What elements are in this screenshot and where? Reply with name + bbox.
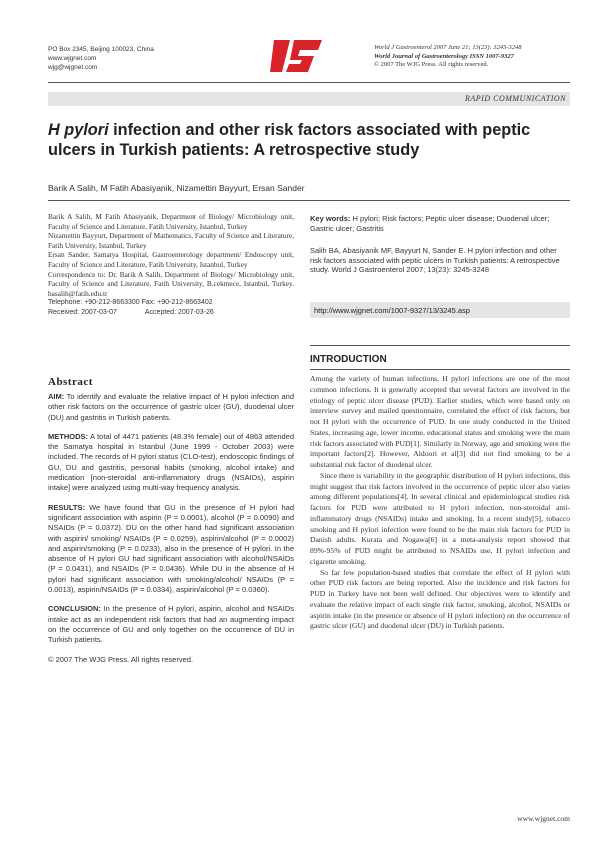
intro-heading-rule bbox=[310, 369, 570, 370]
affiliations-block bbox=[48, 212, 294, 318]
introduction-heading: INTRODUCTION bbox=[310, 354, 387, 365]
keywords-label: Key words: bbox=[310, 214, 351, 223]
abstract-aim bbox=[48, 392, 294, 423]
title-organism: H pylori bbox=[48, 121, 109, 139]
correspondence: Correspondence to: Dr. Barik A Salih, Department of Biology/ Microbiology unit, Faculty of Science and Literature, Fatih University, B.cekmece, Istanbul, Turkey. basalih@fatih.edu.tr bbox=[48, 269, 294, 298]
section-label: RAPID COMMUNICATION bbox=[465, 94, 566, 103]
article-url-box bbox=[310, 302, 570, 318]
keywords-list: H pylori; Risk factors; Peptic ulcer disease; Duodenal ulcer; Gastric ulcer; Gastritis bbox=[310, 214, 550, 233]
results-text: We have found that GU in the presence of H pylori had significant association with aspirin (P = 0.0001), alcohol (P = 0.0090) and NSAIDs (P = 0.0372). DU on the other hand had significant association with aspirin/ smoking/ NSAIDs (P = 0.0259), aspirin/alcohol (P = 0.0002) and aspirin/smoking (P = 0.0233), also in the presence of H pylori. In the absence of H pylori GU had significant association with alcohol/NSAIDs (P = 0.0431), and NSAIDs (P = 0.0436). While DU in the absence of H pylori had significant association with smoking/alcohol/ NSAIDs (P = 0.0013), aspirin/NSAIDs (P = 0.0334), aspirin/alcohol (P = 0.0360). bbox=[48, 502, 294, 595]
section-banner bbox=[48, 92, 570, 106]
conclusion-label: CONCLUSION: bbox=[48, 604, 101, 614]
results-label: RESULTS: bbox=[48, 502, 85, 512]
methods-text: A total of 4471 patients (48.3% female) out of 4863 attended the Samatya hospital in Istanbul (June 1999 - October 2003) were included. The records of H pylori status (CLO-test), endoscopic findings of GU, DU and gastritis, personal habits (smoking, alcohol intake) and medication [non-steroidal anti-inflammatory drugs (NSAIDs), aspirin intake] were analyzed using multi-way frequency analysis. bbox=[48, 431, 294, 493]
abstract-copyright: © 2007 The WJG Press. All rights reserved. bbox=[48, 654, 194, 664]
dates bbox=[48, 308, 294, 318]
article-title bbox=[48, 120, 570, 160]
title-text: infection and other risk factors associated with peptic ulcers in Turkish patients: A retrospective study bbox=[48, 121, 531, 159]
abstract-conclusion bbox=[48, 604, 294, 645]
methods-label: METHODS: bbox=[48, 431, 88, 441]
keywords bbox=[310, 214, 570, 233]
intro-top-rule bbox=[310, 345, 570, 346]
telephone-fax: Telephone: +90-212-8663300 Fax: +90-212-8663402 bbox=[48, 299, 213, 307]
publisher-email[interactable]: wjg@wjgnet.com bbox=[48, 64, 98, 71]
intro-paragraph: Among the variety of human infections, H pylori infections are one of the most common infections. It is generally accepted that several factors are involved in the etiology of peptic ulcer disease (PUD). Earlier studies, which were based only on interview survey and mailed questionnaire, correlated the effect of risk factors, but not H pylori with the occurrence of PUD. In one study conducted in the United States, increasing age, lower income, educational status and smoking were the main risk factors associated with PUD[1]. Similarly in Norway, age and smoking were the important factors[2]. However, Aldoori et al[3] did not find smoking to be a substantial risk factor of duodenal ulcer. bbox=[310, 374, 570, 469]
affiliation-item: Ersan Sander, Samatya Hospital, Gastroenterology department/ Endoscopy unit, Faculty of Science and Literature, Fatih University, Istanbul, Turkey bbox=[48, 250, 294, 269]
publisher-contact bbox=[48, 45, 208, 72]
title-rule bbox=[48, 200, 570, 201]
abstract-heading: Abstract bbox=[48, 376, 93, 388]
citation: Salih BA, Abasiyanik MF, Bayyurt N, Sander E. H pylori infection and other risk factors associated with peptic ulcers in Turkish patients: A retrospective study. World J Gastroenterol 2007; 13(23): 3245-3248 bbox=[310, 246, 560, 275]
header-rule bbox=[48, 82, 570, 83]
journal-citation-line: World J Gastroenterol 2007 June 21; 13(23): 3245-3248 bbox=[374, 44, 522, 51]
journal-issn-line: World Journal of Gastroenterology ISSN 1007-9327 bbox=[374, 52, 514, 60]
abstract bbox=[48, 376, 294, 674]
aim-text: To identify and evaluate the relative impact of H pylori infection and other risk factors on the occurrence of gastric ulcer (GU), duodenal ulcer (DU) and gastritis in Turkish patients. bbox=[48, 392, 294, 422]
abstract-results bbox=[48, 503, 294, 596]
abstract-body bbox=[48, 392, 294, 665]
intro-paragraph: Since there is variability in the geographic distribution of H pylori infections, this might suggest that risk factors involved in the occurrence of peptic ulcer also varies among different populations[4]. In several clinical and epidemiological studies risk factors for PUD were attributed to H pylori infection, non-steroidal anti-inflammatory drugs (NSAIDs) intake and smoking. In a recent study[5], tobacco smoking and H pylori infection were found to be the main risk factors for PUD in Danish adults. Kurata and Nogawa[6] in a meta-analysis report showed that 89%-95% of PUD might be attributed to NSAIDs use, H pylori infection and cigarette smoking. bbox=[310, 470, 570, 566]
author-list: Barik A Salih, M Fatih Abasiyanik, Nizamettin Bayyurt, Ersan Sander bbox=[48, 183, 305, 193]
wjg-press-logo bbox=[270, 38, 322, 74]
footer-website[interactable]: www.wjgnet.com bbox=[517, 814, 570, 823]
conclusion-text: In the presence of H pylori, aspirin, alcohol and NSAIDs intake act as an independent risk factors that had an augmenting impact on the occurrence of GU and only together on the occurrence of DU in Turkish patients. bbox=[48, 604, 294, 645]
accepted-date: Accepted: 2007-03-26 bbox=[144, 308, 214, 316]
journal-info bbox=[374, 44, 564, 70]
aim-label: AIM: bbox=[48, 392, 65, 401]
publisher-address: PO Box 2345, Beijing 100023, China bbox=[48, 46, 154, 53]
intro-paragraph: So far few population-based studies that correlate the effect of H pylori with other PUD risk factors are being reported. Also the incidence and risk factors for PUD in Turkey have not been well defined. Our objectives were to identify and evaluate the relative impact of each single risk factor, smoking, alcohol, NSAIDs or aspirin intake (in the presence or absence of H pylori infection) on the occurrence of gastric ulcer (GU) and duodenal ulcer (DU) in Turkish patients. bbox=[310, 567, 570, 631]
affiliation-item: Nizamettin Bayyurt, Department of Mathematics, Faculty of Science and Literature, Fatih University, Istanbul, Turkey bbox=[48, 231, 294, 250]
journal-copyright-line: © 2007 The WJG Press. All rights reserved. bbox=[374, 61, 489, 68]
received-date: Received: 2007-03-07 bbox=[48, 308, 117, 316]
article-url[interactable]: http://www.wjgnet.com/1007-9327/13/3245.asp bbox=[314, 306, 470, 315]
introduction-body bbox=[310, 374, 570, 632]
affiliation-item: Barik A Salih, M Fatih Abasiyanik, Department of Biology/ Microbiology unit, Faculty of Science and Literature, Fatih University, Istanbul, Turkey bbox=[48, 212, 294, 231]
abstract-methods bbox=[48, 432, 294, 494]
publisher-website[interactable]: www.wjgnet.com bbox=[48, 55, 97, 62]
